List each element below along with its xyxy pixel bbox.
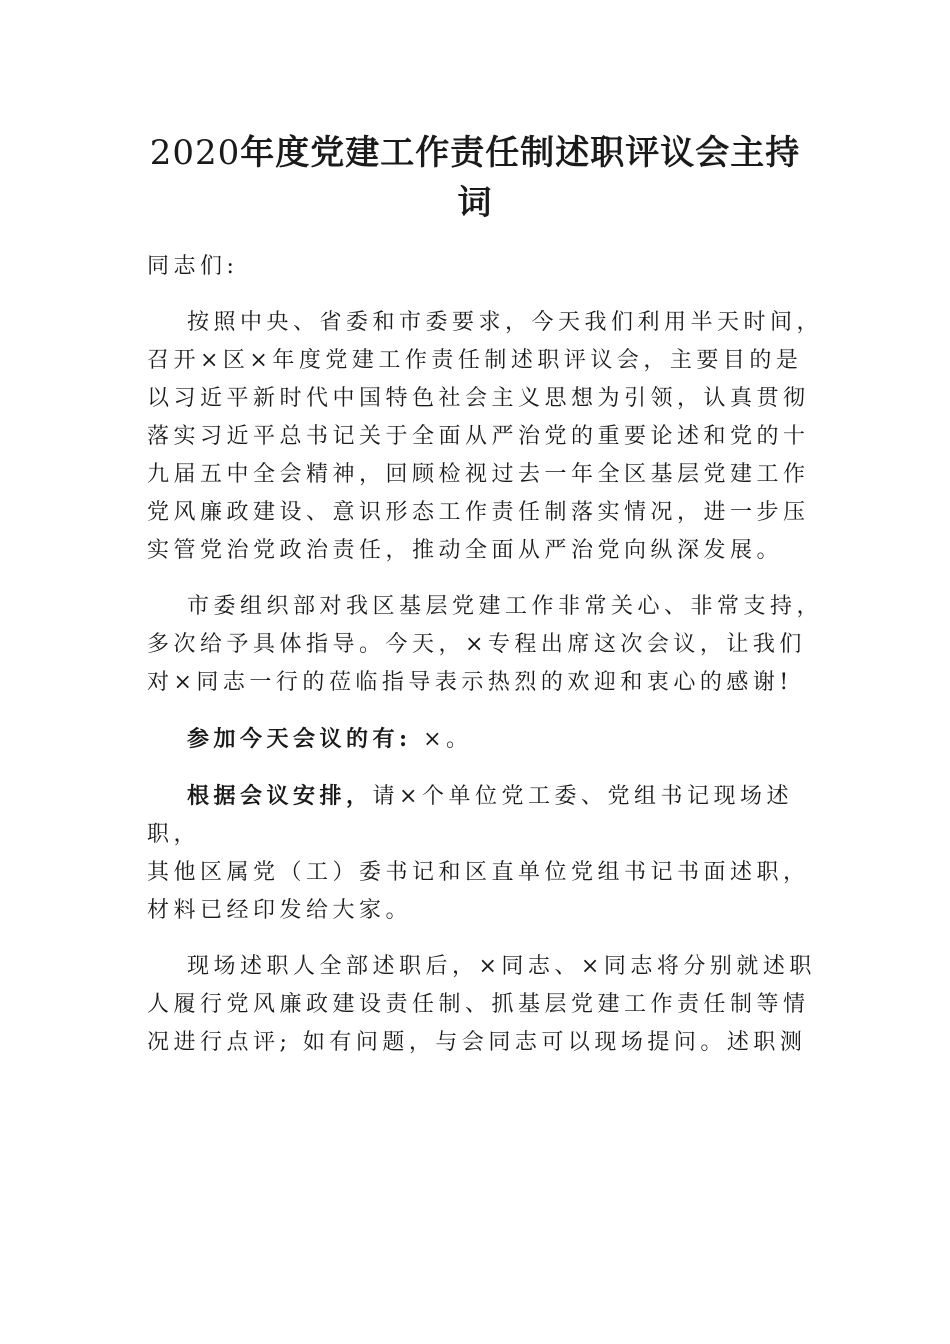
paragraph-4 — [147, 777, 827, 930]
paragraph-line: 况进行点评; 如有问题，与会同志可以现场提问。述职测 — [147, 1030, 807, 1055]
paragraph-line: 九届五中全会精神，回顾检视过去一年全区基层党建工作 — [147, 462, 810, 487]
arrangement-text: 请×个单位党工委、党组书记现场述职， — [147, 784, 793, 847]
title-line-1 — [140, 128, 810, 178]
paragraph-line: 市委组织部对我区基层党建工作非常关心、非常支持， — [187, 594, 824, 619]
title-year: 2020 — [149, 133, 241, 173]
attendees-text: ×。 — [411, 727, 473, 752]
paragraph-line: 其他区属党（工）委书记和区直单位党组书记书面述职， — [147, 860, 810, 885]
paragraph-line: 实管党治党政治责任，推动全面从严治党向纵深发展。 — [147, 538, 784, 563]
paragraph-line: 人履行党风廉政建设责任制、抓基层党建工作责任制等情 — [147, 992, 810, 1017]
paragraph-3 — [147, 720, 827, 759]
paragraph-line: 召开×区×年度党建工作责任制述职评议会，主要目的是 — [147, 348, 803, 373]
paragraph-line: 材料已经印发给大家。 — [147, 898, 413, 923]
paragraph-line: 落实习近平总书记关于全面从严治党的重要论述和党的十 — [147, 424, 810, 449]
paragraph-5 — [147, 948, 827, 1062]
paragraph-line: 党风廉政建设、意识形态工作责任制落实情况，进一步压 — [147, 500, 810, 525]
attendees-lead: 参加今天会议的有: — [187, 726, 412, 752]
document-title — [140, 128, 810, 228]
title-text: 年度党建工作责任制述职评议会主持 — [240, 133, 801, 173]
arrangement-lead: 根据会议安排， — [187, 783, 373, 809]
paragraph-line: 以习近平新时代中国特色社会主义思想为引领，认真贯彻 — [147, 386, 810, 411]
paragraph-2 — [147, 588, 827, 702]
paragraph-line: 按照中央、省委和市委要求，今天我们利用半天时间， — [187, 310, 824, 335]
document-body — [147, 248, 827, 1080]
salutation: 同志们: — [147, 254, 239, 279]
title-line-2: 词 — [457, 183, 493, 223]
paragraph-line: 对×同志一行的莅临指导表示热烈的欢迎和衷心的感谢! — [147, 670, 793, 695]
paragraph-line — [147, 777, 827, 854]
paragraph-1 — [147, 304, 827, 570]
paragraph-line: 多次给予具体指导。今天，×专程出席这次会议，让我们 — [147, 632, 806, 657]
paragraph-line: 现场述职人全部述职后，×同志、×同志将分别就述职 — [187, 954, 816, 979]
